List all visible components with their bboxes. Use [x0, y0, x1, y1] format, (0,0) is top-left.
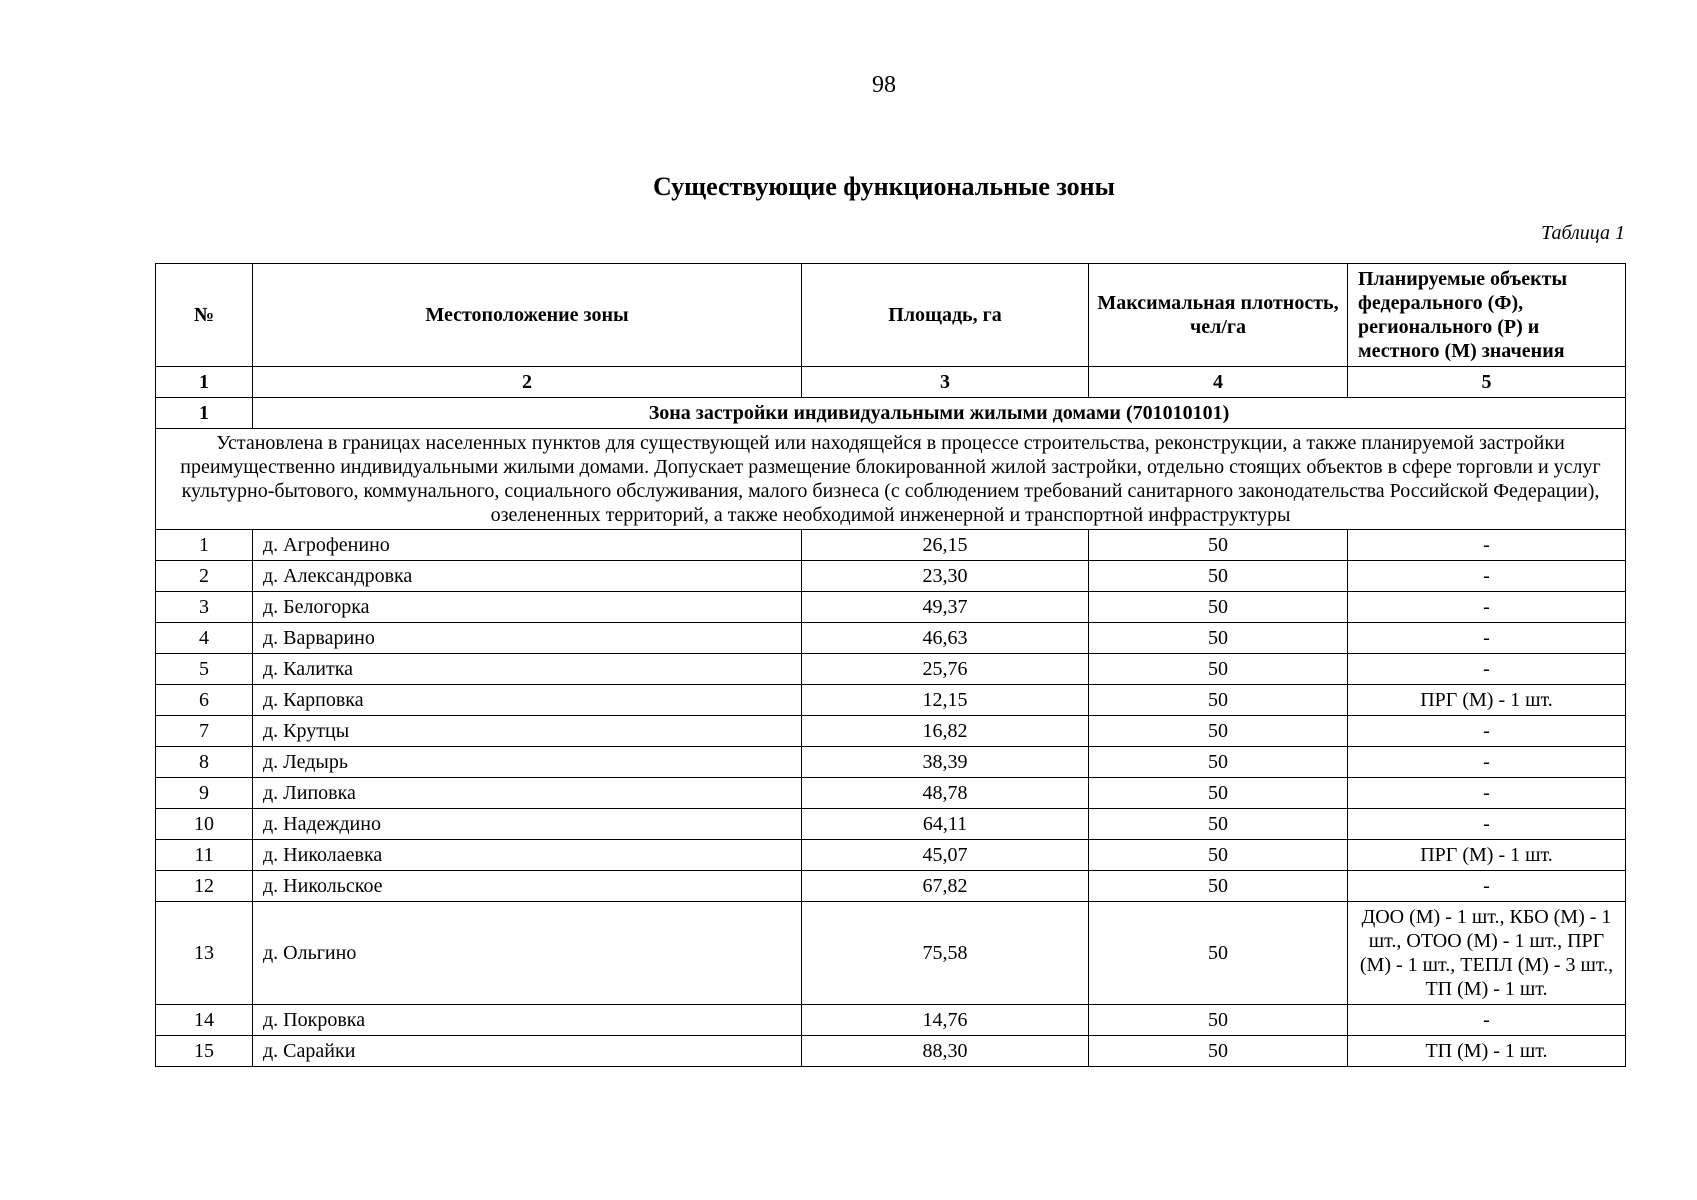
zone-location: д. Надеждино: [253, 809, 802, 840]
zone-location: д. Никольское: [253, 871, 802, 902]
zone-area: 46,63: [802, 623, 1089, 654]
zone-area: 64,11: [802, 809, 1089, 840]
zone-density: 50: [1089, 902, 1348, 1005]
zone-density: 50: [1089, 623, 1348, 654]
zone-location: д. Ледырь: [253, 747, 802, 778]
table-row: [156, 685, 1626, 716]
zone-location: д. Крутцы: [253, 716, 802, 747]
table-row: [156, 1005, 1626, 1036]
zone-density: 50: [1089, 809, 1348, 840]
column-numbers-row: [156, 367, 1626, 398]
column-number: 3: [802, 367, 1089, 398]
zone-density: 50: [1089, 530, 1348, 561]
row-number: 15: [156, 1036, 253, 1067]
page-number: 98: [872, 72, 896, 98]
table-row: [156, 778, 1626, 809]
planned-objects: -: [1348, 592, 1626, 623]
row-number: 4: [156, 623, 253, 654]
zone-location: д. Варварино: [253, 623, 802, 654]
row-number: 11: [156, 840, 253, 871]
zone-location: д. Липовка: [253, 778, 802, 809]
zone-location: д. Калитка: [253, 654, 802, 685]
planned-objects: -: [1348, 716, 1626, 747]
zone-area: 23,30: [802, 561, 1089, 592]
row-number: 14: [156, 1005, 253, 1036]
column-number: 4: [1089, 367, 1348, 398]
zone-area: 48,78: [802, 778, 1089, 809]
table-row: [156, 716, 1626, 747]
table-row: [156, 623, 1626, 654]
zone-area: 49,37: [802, 592, 1089, 623]
zone-density: 50: [1089, 871, 1348, 902]
zone-area: 25,76: [802, 654, 1089, 685]
column-number: 5: [1348, 367, 1626, 398]
zone-density: 50: [1089, 685, 1348, 716]
zone-density: 50: [1089, 654, 1348, 685]
planned-objects: -: [1348, 623, 1626, 654]
table-row: [156, 1036, 1626, 1067]
planned-objects: -: [1348, 778, 1626, 809]
section-description: Установлена в границах населенных пунктов для существующей или находящейся в процессе строительства, реконструкции, а также планируемой застройки преимущественно индивидуальными жилыми домами. Допускает размещение блокированной жилой застройки, отдельно стоящих объектов в сфере торговли и услуг культурно-бытового, коммунального, социального обслуживания, малого бизнеса (с соблюдением требований санитарного законодательства Российской Федерации), озелененных территорий, а также необходимой инженерной и транспортной инфраструктуры: [156, 429, 1626, 530]
header-no: №: [156, 264, 253, 367]
column-number: 2: [253, 367, 802, 398]
table-row: [156, 902, 1626, 1005]
zone-density: 50: [1089, 1005, 1348, 1036]
zone-area: 16,82: [802, 716, 1089, 747]
zone-location: д. Сарайки: [253, 1036, 802, 1067]
row-number: 13: [156, 902, 253, 1005]
row-number: 8: [156, 747, 253, 778]
page-title: Существующие функциональные зоны: [653, 172, 1115, 201]
table-row: [156, 871, 1626, 902]
planned-objects: -: [1348, 1005, 1626, 1036]
column-number: 1: [156, 367, 253, 398]
planned-objects: ТП (М) - 1 шт.: [1348, 1036, 1626, 1067]
zone-location: д. Николаевка: [253, 840, 802, 871]
table-row: [156, 809, 1626, 840]
header-location: Местоположение зоны: [253, 264, 802, 367]
planned-objects: -: [1348, 561, 1626, 592]
zone-location: д. Ольгино: [253, 902, 802, 1005]
table-header-row: [156, 264, 1626, 367]
row-number: 9: [156, 778, 253, 809]
planned-objects: ПРГ (М) - 1 шт.: [1348, 685, 1626, 716]
functional-zones-table: [155, 263, 1626, 1067]
row-number: 3: [156, 592, 253, 623]
row-number: 12: [156, 871, 253, 902]
zone-location: д. Белогорка: [253, 592, 802, 623]
planned-objects: -: [1348, 747, 1626, 778]
row-number: 7: [156, 716, 253, 747]
section-number: 1: [156, 398, 253, 429]
row-number: 5: [156, 654, 253, 685]
zone-location: д. Агрофенино: [253, 530, 802, 561]
table-row: [156, 654, 1626, 685]
planned-objects: -: [1348, 654, 1626, 685]
zone-density: 50: [1089, 778, 1348, 809]
row-number: 1: [156, 530, 253, 561]
planned-objects: -: [1348, 809, 1626, 840]
section-description-row: [156, 429, 1626, 530]
zone-density: 50: [1089, 747, 1348, 778]
zone-area: 12,15: [802, 685, 1089, 716]
zone-location: д. Карповка: [253, 685, 802, 716]
zone-area: 75,58: [802, 902, 1089, 1005]
zone-area: 88,30: [802, 1036, 1089, 1067]
table-row: [156, 561, 1626, 592]
zone-area: 38,39: [802, 747, 1089, 778]
zone-density: 50: [1089, 561, 1348, 592]
table-row: [156, 592, 1626, 623]
row-number: 10: [156, 809, 253, 840]
zone-density: 50: [1089, 1036, 1348, 1067]
zone-area: 26,15: [802, 530, 1089, 561]
zone-area: 45,07: [802, 840, 1089, 871]
section-title: Зона застройки индивидуальными жилыми домами (701010101): [253, 398, 1626, 429]
header-planned-objects: Планируемые объекты федерального (Ф), регионального (Р) и местного (М) значения: [1348, 264, 1626, 367]
zone-location: д. Александровка: [253, 561, 802, 592]
table-label: Таблица 1: [1541, 222, 1625, 244]
planned-objects: -: [1348, 871, 1626, 902]
section-row: [156, 398, 1626, 429]
zone-location: д. Покровка: [253, 1005, 802, 1036]
zone-density: 50: [1089, 592, 1348, 623]
zone-area: 14,76: [802, 1005, 1089, 1036]
row-number: 6: [156, 685, 253, 716]
table-row: [156, 530, 1626, 561]
planned-objects: ПРГ (М) - 1 шт.: [1348, 840, 1626, 871]
planned-objects: ДОО (М) - 1 шт., КБО (М) - 1 шт., ОТОО (М) - 1 шт., ПРГ (М) - 1 шт., ТЕПЛ (М) - 3 шт., ТП (М) - 1 шт.: [1348, 902, 1626, 1005]
zone-density: 50: [1089, 716, 1348, 747]
row-number: 2: [156, 561, 253, 592]
planned-objects: -: [1348, 530, 1626, 561]
table-row: [156, 747, 1626, 778]
header-density: Максимальная плотность, чел/га: [1089, 264, 1348, 367]
zone-density: 50: [1089, 840, 1348, 871]
table-row: [156, 840, 1626, 871]
zone-area: 67,82: [802, 871, 1089, 902]
header-area: Площадь, га: [802, 264, 1089, 367]
